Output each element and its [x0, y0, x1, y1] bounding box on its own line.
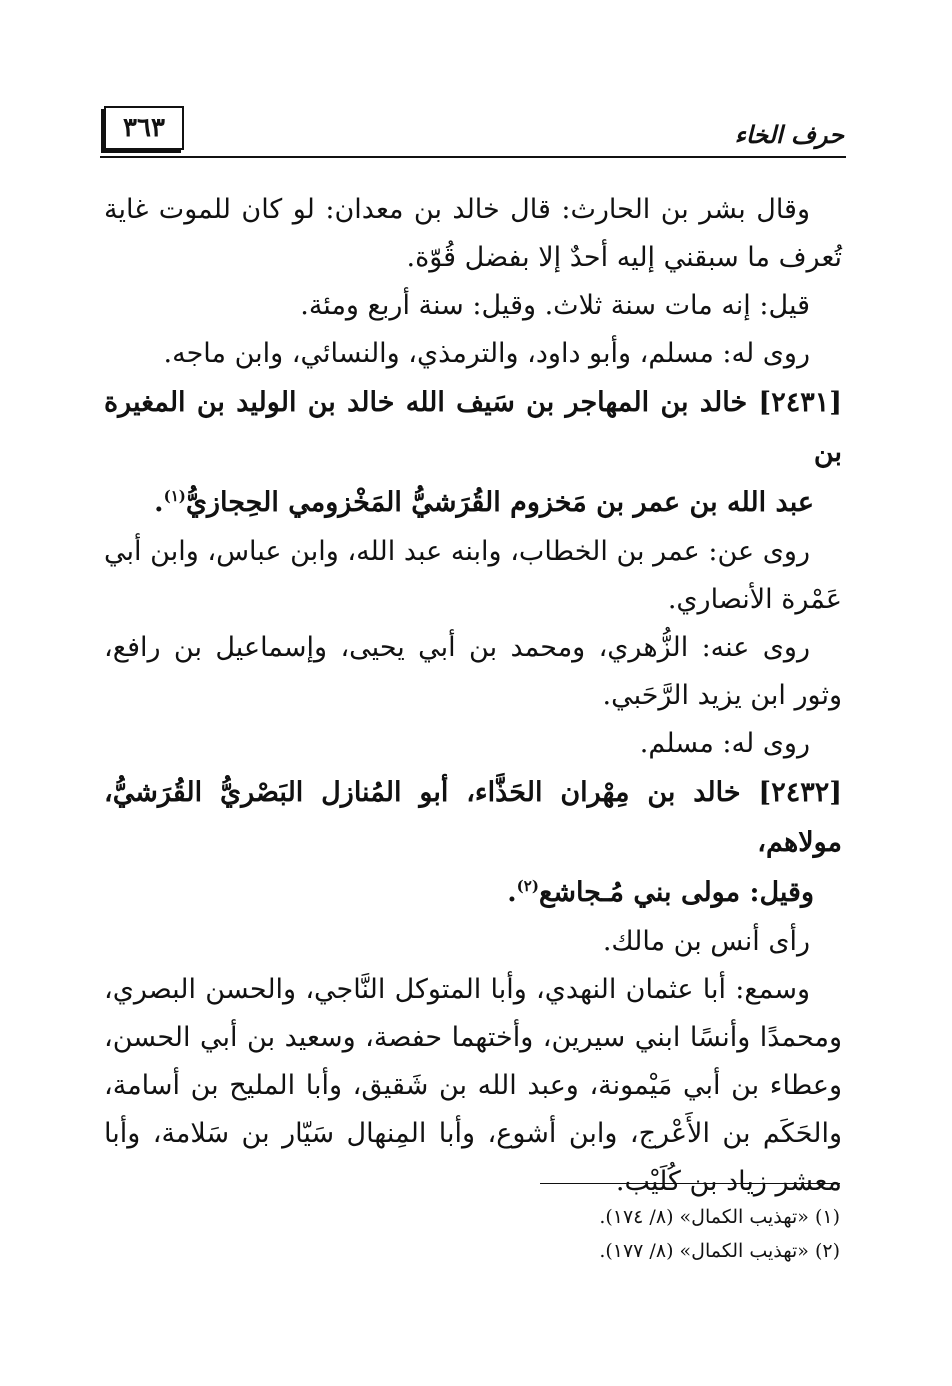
footnote-2: (٢) «تهذيب الكمال» (٨/ ١٧٧). [599, 1240, 840, 1262]
paragraph-narrated-from: روى عن: عمر بن الخطاب، وابنه عبد الله، وابن عباس، وابن أبي عَمْرة الأنصاري. [104, 536, 842, 615]
paragraph-narrated-by-books: روى له: مسلم، وأبو داود، والترمذي، والنسائي، وابن ماجه. [163, 338, 810, 369]
running-title: حرف الخاء [734, 120, 844, 149]
paragraph-muslim: روى له: مسلم. [639, 728, 810, 759]
footnotes [104, 1200, 840, 1268]
footnote-ref-2: (٢) [516, 877, 539, 895]
page-header [100, 104, 846, 158]
paragraph-narrators: روى عنه: الزُّهري، ومحمد بن أبي يحيى، وإسماعيل بن رافع، وثور ابن يزيد الرَّحَبي. [104, 632, 842, 711]
footnote-divider [540, 1183, 840, 1184]
paragraph-heard-from: وسمع: أبا عثمان النهدي، وأبا المتوكل النَّاجي، والحسن البصري، ومحمدًا وأنسًا ابني سيرين، وأختهما حفصة، وسعيد بن أبي الحسن، وعطاء بن أبي مَيْمونة، وعبد الله بن شَقيق، وأبا المليح بن أسامة، والحَكَم بن الأَعْرج، وابن أشوع، وأبا المِنهال سَيّار بن سَلامة، وأبا معشر زياد بن كُلَيْب. [104, 974, 842, 1197]
paragraph-death-year: قيل: إنه مات سنة ثلاث. وقيل: سنة أربع ومئة. [300, 290, 810, 321]
footnote-ref-1: (١) [163, 487, 186, 505]
paragraph-ibn-bishr: وقال بشر بن الحارث: قال خالد بن معدان: لو كان للموت غاية تُعرف ما سبقني إليه أحدٌ إلا بفضل قُوّة. [104, 194, 842, 273]
entry-2431-heading: [٢٤٣١] خالد بن المهاجر بن سَيف الله خالد بن الوليد بن المغيرة بن عبد الله بن عمر بن مَخزوم القُرَشيُّ المَخْزومي الحِجازيُّ$^{(١)}$. [104, 387, 843, 518]
page-body [104, 186, 842, 1206]
entry-2432-heading: [٢٤٣٢] خالد بن مِهْران الحَذَّاء، أبو المُنازل البَصْريُّ القُرَشيُّ، مولاهم، وقيل: مولى بني مُـجاشع$^{(٢)}$. [104, 777, 842, 908]
paragraph-saw-anas: رأى أنس بن مالك. [602, 926, 810, 957]
footnote-1: (١) «تهذيب الكمال» (٨/ ١٧٤). [599, 1206, 840, 1228]
entry-2432-line2: وقيل: مولى بني مُـجاشع [538, 877, 814, 908]
entry-2431-line1: [٢٤٣١] خالد بن المهاجر بن سَيف الله خالد بن الوليد بن المغيرة بن [104, 387, 843, 468]
entry-2432-line1: [٢٤٣٢] خالد بن مِهْران الحَذَّاء، أبو المُنازل البَصْريُّ القُرَشيُّ، مولاهم، [104, 777, 842, 858]
page-number: ٣٦٣ [104, 106, 184, 150]
entry-2431-line2: عبد الله بن عمر بن مَخزوم القُرَشيُّ المَخْزومي الحِجازيُّ [185, 487, 814, 518]
